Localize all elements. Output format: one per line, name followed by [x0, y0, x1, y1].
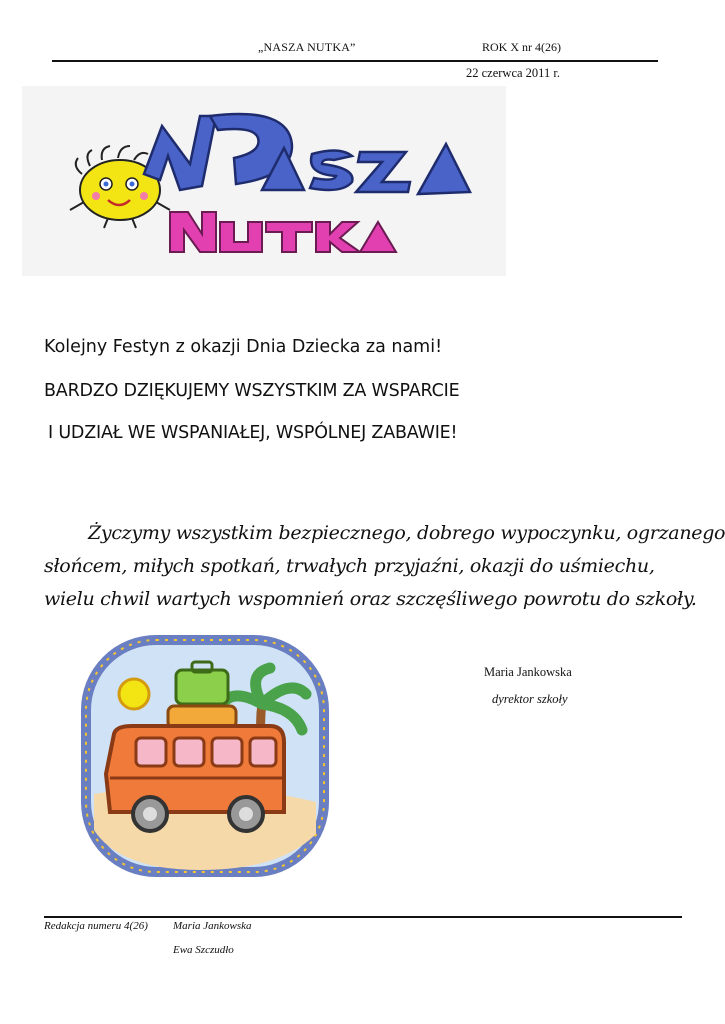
editor-name: Ewa Szczudło	[173, 944, 234, 956]
logo-word-nutka	[170, 212, 396, 252]
newsletter-title: „NASZA NUTKA”	[258, 40, 356, 54]
wishes-line: Życzymy wszystkim bezpiecznego, dobrego wypoczynku, ogrzanego	[88, 522, 725, 544]
wishes-line: słońcem, miłych spotkań, trwałych przyjaźni, okazji do uśmiechu,	[44, 555, 655, 577]
newsletter-logo	[22, 86, 506, 276]
thanks-line-1: BARDZO DZIĘKUJEMY WSZYSTKIM ZA WSPARCIE	[44, 381, 460, 401]
holiday-wishes	[44, 517, 725, 616]
holiday-bus-illustration	[80, 634, 330, 878]
editorial-label: Redakcja numeru 4(26)	[44, 920, 148, 932]
issue-number: ROK X nr 4(26)	[482, 40, 561, 54]
logo-graphic	[22, 86, 506, 276]
signature-name: Maria Jankowska	[484, 665, 572, 679]
bus-icon	[80, 634, 330, 878]
editor-name: Maria Jankowska	[173, 920, 252, 932]
thanks-line-2: I UDZIAŁ WE WSPANIAŁEJ, WSPÓLNEJ ZABAWIE!	[48, 423, 458, 443]
festival-announcement: Kolejny Festyn z okazji Dnia Dziecka za nami!	[44, 337, 443, 357]
logo-word-nasza	[144, 114, 470, 194]
wishes-line: wielu chwil wartych wspomnień oraz szczęśliwego powrotu do szkoły.	[44, 588, 697, 610]
signature-role: dyrektor szkoły	[492, 692, 568, 706]
footer-divider	[44, 916, 682, 918]
header-divider	[52, 60, 658, 62]
issue-date: 22 czerwca 2011 r.	[466, 66, 560, 80]
